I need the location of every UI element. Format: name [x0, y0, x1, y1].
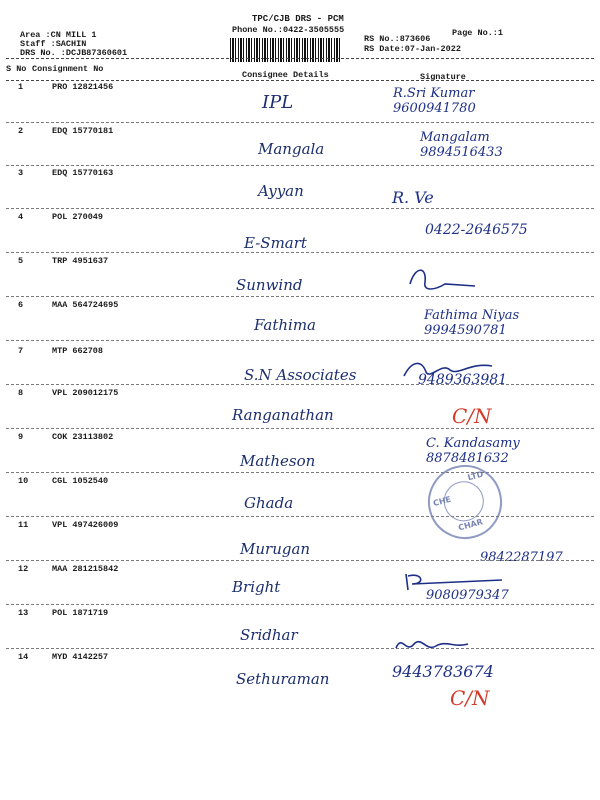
row-divider: [6, 208, 594, 209]
row-consignment-no: EDQ 15770181: [52, 126, 114, 136]
row-consignment-no: MAA 281215842: [52, 564, 119, 574]
row-sno: 2: [18, 126, 24, 136]
row-consignee: E-Smart: [244, 234, 307, 252]
row-divider: [6, 252, 594, 253]
row-consignment-no: POL 1871719: [52, 608, 109, 618]
row-sno: 8: [18, 388, 24, 398]
row-consignee: Mangala: [258, 140, 325, 158]
row-divider: [6, 428, 594, 429]
row-sno: 13: [18, 608, 29, 618]
row-signature: Mangalam 9894516433: [420, 130, 503, 160]
row-divider: [6, 516, 594, 517]
staff-label: Staff :SACHIN: [20, 39, 87, 49]
document-title: TPC/CJB DRS - PCM: [252, 14, 344, 24]
row-sno: 10: [18, 476, 29, 486]
rs-date: RS Date:07-Jan-2022: [364, 44, 461, 54]
row-sno: 3: [18, 168, 24, 178]
row-consignee: Sunwind: [236, 276, 303, 294]
row-sno: 7: [18, 346, 24, 356]
row-consignment-no: COK 23113802: [52, 432, 114, 442]
row-consignee: Ranganathan: [232, 406, 334, 424]
row-sno: 6: [18, 300, 24, 310]
row-sno: 5: [18, 256, 24, 266]
row-consignee: Murugan: [240, 540, 311, 558]
header-rule-bottom: [6, 80, 594, 81]
row-signature: C/N: [452, 404, 492, 428]
row-divider: [6, 604, 594, 605]
signature-scribble: [400, 356, 500, 382]
cin-mark: C/N: [450, 686, 490, 710]
row-sno: 4: [18, 212, 24, 222]
row-signature: 9489363981: [418, 372, 508, 388]
row-consignment-no: PRO 12821456: [52, 82, 114, 92]
row-signature: Fathima Niyas 9994590781: [424, 308, 520, 338]
row-consignment-no: EDQ 15770163: [52, 168, 114, 178]
drs-number: DRS No. :DCJB87360601: [20, 48, 128, 58]
row-consignment-no: POL 270049: [52, 212, 104, 222]
col-sno: S No: [6, 64, 27, 74]
row-divider: [6, 165, 594, 166]
phone-number: Phone No.:0422-3505555: [232, 25, 345, 35]
row-divider: [6, 472, 594, 473]
row-sno: 1: [18, 82, 24, 92]
row-consignment-no: VPL 497426009: [52, 520, 119, 530]
company-stamp: CHE LTD CHAR: [420, 457, 511, 548]
row-divider: [6, 296, 594, 297]
row-sno: 14: [18, 652, 29, 662]
row-signature: 9842287197: [480, 550, 563, 565]
page-number: Page No.:1: [452, 28, 504, 38]
row-sno: 11: [18, 520, 29, 530]
signature-scribble: [392, 634, 472, 656]
rs-number: RS No.:873606: [364, 34, 431, 44]
row-consignee: Sethuraman: [236, 670, 330, 688]
row-divider: [6, 122, 594, 123]
col-consignment: Consignment No: [32, 64, 104, 74]
row-signature: R.Sri Kumar 9600941780: [393, 86, 476, 116]
row-consignment-no: VPL 209012175: [52, 388, 119, 398]
col-signature: Signature: [420, 72, 466, 82]
row-signature: 9080979347: [426, 588, 509, 603]
area-label: Area :CN MILL 1: [20, 30, 97, 40]
row-consignment-no: MAA 564724695: [52, 300, 119, 310]
row-consignee: Bright: [232, 578, 281, 596]
row-consignee: IPL: [262, 92, 294, 113]
row-consignee: Ghada: [244, 494, 294, 512]
row-divider: [6, 560, 594, 561]
row-signature: R. Ve: [392, 188, 434, 207]
row-signature: 9443783674: [392, 662, 494, 681]
row-consignee: S.N Associates: [244, 366, 357, 384]
row-signature: C. Kandasamy 8878481632: [426, 436, 520, 466]
row-consignment-no: MYD 4142257: [52, 652, 109, 662]
signature-scribble: [402, 570, 512, 592]
header-rule: [6, 58, 594, 59]
row-sno: 9: [18, 432, 24, 442]
row-consignee: Fathima: [254, 316, 316, 334]
row-divider: [6, 340, 594, 341]
col-consignee: Consignee Details: [242, 70, 329, 80]
row-divider: [6, 384, 594, 385]
signature-scribble: [405, 264, 485, 294]
row-divider: [6, 648, 594, 649]
row-sno: 12: [18, 564, 29, 574]
row-signature: 0422-2646575: [425, 222, 528, 238]
row-consignment-no: CGL 1052540: [52, 476, 109, 486]
row-consignment-no: MTP 662708: [52, 346, 104, 356]
row-consignee: Matheson: [240, 452, 316, 470]
row-consignment-no: TRP 4951637: [52, 256, 109, 266]
row-consignee: Sridhar: [240, 626, 298, 644]
row-consignee: Ayyan: [258, 182, 304, 200]
